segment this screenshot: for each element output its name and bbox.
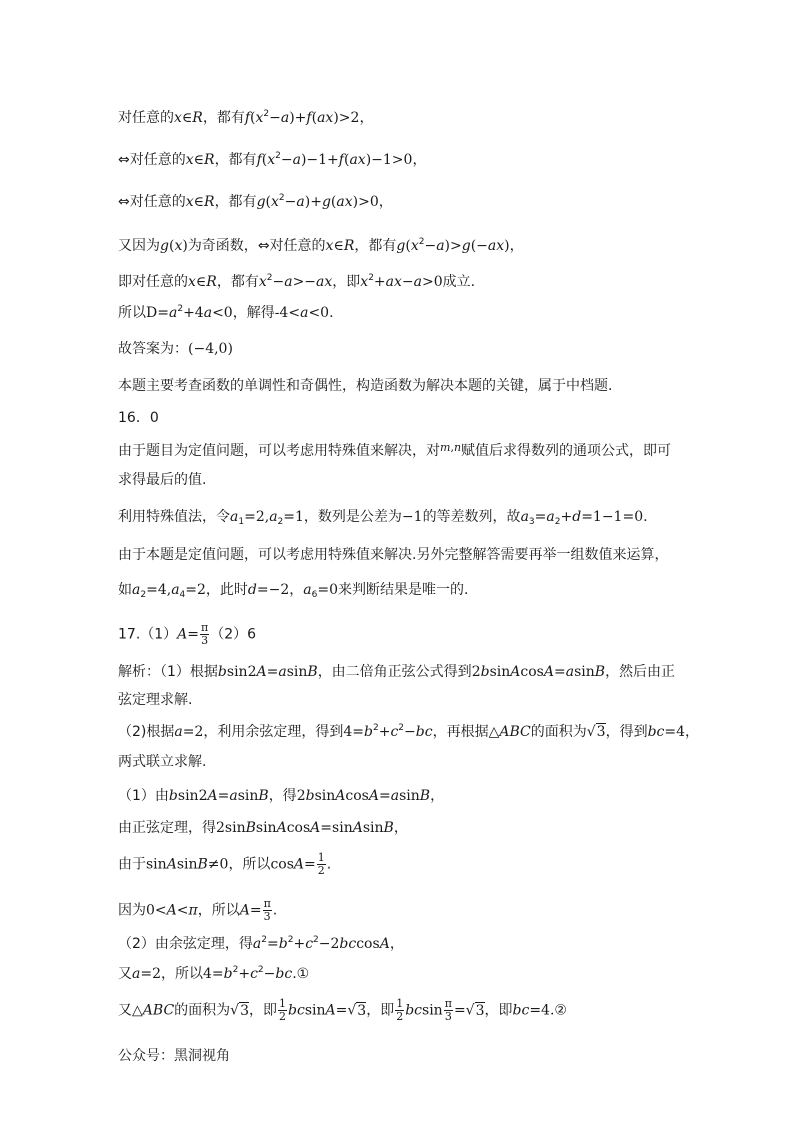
text: 又 xyxy=(118,1002,132,1019)
text: 利用特殊值法，令 xyxy=(118,509,230,525)
text: ，解得 xyxy=(232,305,275,321)
q17-line-1: 解析：（1）根据bsin2A=asinB，由二倍角正弦公式得到2bsinAcosA=asinB，然后由正 xyxy=(118,664,676,680)
text: 对任意的 xyxy=(118,110,174,126)
q17-line-8: 因为0<A<π，所以A= $\frac{\pi}{3}$ . xyxy=(118,897,278,923)
q17-line-10: 又a=2，所以$4=b^2+c^2-bc.①$ xyxy=(118,965,310,982)
q16-heading: 16．0 xyxy=(118,410,159,426)
text: ，都有 xyxy=(214,194,257,210)
equiv-symbol: ⇔ xyxy=(257,238,270,254)
fraction: $\frac{\pi}{3}$ xyxy=(201,621,209,647)
fraction: $\frac{\pi}{3}$ xyxy=(444,997,452,1023)
text: 对任意的 xyxy=(269,238,326,254)
text: 解析：（1）根据 xyxy=(118,664,218,680)
text: ，利用余弦定理，得到 xyxy=(203,724,344,740)
text: 又 xyxy=(118,966,132,982)
fraction: $\frac{\pi}{3}$ xyxy=(263,897,271,923)
text: ，所以 xyxy=(161,966,203,982)
text: ，都有 xyxy=(214,152,257,168)
text: （2)根据 xyxy=(118,724,175,740)
text: 赋值后求得数列的通项公式，即可 xyxy=(461,443,672,459)
equiv-symbol: ⇔ xyxy=(118,152,130,168)
answer-label: 故答案为： xyxy=(118,341,188,357)
text: （1）由 xyxy=(118,788,169,804)
q16-line-4: 由于本题是定值问题，可以考虑用特殊值来解决.另外完整解答需要再举一组数值来运算， xyxy=(118,547,669,563)
solution-line-2: ⇔对任意的x∈R，都有$f(x^2-a)-1+f(ax)-1>0$， xyxy=(118,151,427,168)
text: ，都有 xyxy=(216,274,259,290)
text: 如 xyxy=(118,582,132,598)
q16-line-2: 求得最后的值. xyxy=(118,472,207,488)
text: 17.（1） xyxy=(118,626,178,643)
text: 成立. xyxy=(442,274,476,290)
q17-line-4: 两式联立求解. xyxy=(118,754,207,770)
text: ，都有 xyxy=(354,238,397,254)
text: 由正弦定理，得 xyxy=(118,820,216,836)
fraction: $\frac{1}{2}$ xyxy=(396,997,404,1023)
solution-line-6: 所以$D=a^2+4a<0$，解得-4<a<0. xyxy=(118,304,334,321)
q17-line-6: 由正弦定理，得2sinBsinAcosA=sinAsinB， xyxy=(118,820,408,836)
text: ，由二倍角正弦公式得到 xyxy=(317,664,472,680)
solution-line-1: 对任意的x∈R，都有$f(x^2-a)+f(ax)>2$， xyxy=(118,109,374,126)
text: 的面积为 xyxy=(530,724,587,740)
fraction: $\frac{1}{2}$ xyxy=(317,851,325,877)
q17-heading: 17.（1）A= $\frac{\pi}{3}$ （2）6 xyxy=(118,621,257,647)
text: ，即 xyxy=(249,1002,277,1019)
text: （2）6 xyxy=(210,626,257,643)
q17-line-2: 弦定理求解. xyxy=(118,692,193,708)
text: 来判断结果是唯一的. xyxy=(338,582,469,598)
q16-line-1: 由于题目为定值问题，可以考虑用特殊值来解决，对$^{m,n}$赋值后求得数列的通项公式，即可 xyxy=(118,441,672,459)
text: ，然后由正 xyxy=(605,664,676,680)
q17-line-7: 由于sinAsinB≠0，所以cosA= $\frac{1}{2}$ . xyxy=(118,851,332,877)
text: ，都有 xyxy=(202,110,245,126)
answer-line: 故答案为：(−4,0) xyxy=(118,341,233,357)
text: 的面积为 xyxy=(174,1002,231,1019)
text: 对任意的 xyxy=(129,152,186,168)
text: ，所以 xyxy=(228,856,271,873)
text: 对任意的 xyxy=(129,194,186,210)
q16-line-5: 如$a_2=4,a_4=2$，此时d=−2，$a_6=0$来判断结果是唯一的. xyxy=(118,582,469,600)
text: ，得 xyxy=(268,788,297,804)
q16-line-3: 利用特殊值法，令$a_1=2,a_2=1$，数列是公差为−1的等差数列，故$a_3=a_2+d=1-1=0$. xyxy=(118,509,648,527)
q17-line-9: （2）由余弦定理，得$a^2=b^2+c^2-2bccosA$， xyxy=(118,935,404,952)
summary-line: 本题主要考查函数的单调性和奇偶性，构造函数为解决本题的关键，属于中档题. xyxy=(118,378,613,394)
text: （2）由余弦定理，得 xyxy=(118,936,253,952)
solution-line-5: 即对任意的x∈R，都有$x^2-a>-ax$，即$x^2+ax-a>0$成立. xyxy=(118,273,476,290)
solution-line-3: ⇔对任意的x∈R，都有$g(x^2-a)+g(ax)>0$， xyxy=(118,193,393,210)
text: 为奇函数， xyxy=(187,238,258,254)
solution-line-4: 又因为g(x)为奇函数，⇔对任意的x∈R，都有$g(x^2-a)>g(-ax)$， xyxy=(118,237,524,254)
text: ，即 xyxy=(332,274,361,290)
text: 由于 xyxy=(118,856,146,873)
text: ，此时 xyxy=(205,582,248,598)
text: ，数列是公差为 xyxy=(303,509,402,525)
text: ，得到 xyxy=(605,724,648,740)
text: 由于题目为定值问题，可以考虑用特殊值来解决，对 xyxy=(118,443,440,459)
q17-line-3: （2)根据a=2，利用余弦定理，得到$4=b^2+c^2-bc$，再根据△ABC的面积为√3，得到bc=4， xyxy=(118,723,700,740)
text: 的等差数列，故 xyxy=(422,509,521,525)
footer-wechat: 公众号：黑洞视角 xyxy=(118,1048,230,1064)
text: ，即 xyxy=(484,1002,513,1019)
q17-line-11: 又△ABC的面积为√3，即 $\frac{1}{2}$ bcsinA=√3，即 $\frac{1}{2}$ bcsin $\frac{\pi}{3}$ =√3，即bc=4.② xyxy=(118,997,567,1023)
q17-line-5: （1）由bsin2A=asinB，得2bsinAcosA=asinB， xyxy=(118,788,445,804)
text: 又因为 xyxy=(118,238,160,254)
text: ，所以 xyxy=(197,902,240,919)
text: 即对任意的 xyxy=(118,274,188,290)
text: ，再根据 xyxy=(432,724,489,740)
circled-two: ② xyxy=(554,1002,567,1019)
text: 所以 xyxy=(118,305,146,321)
text: ，即 xyxy=(366,1002,395,1019)
text: 因为 xyxy=(118,902,146,919)
circled-one: ① xyxy=(296,966,310,982)
equiv-symbol: ⇔ xyxy=(118,194,130,210)
fraction: $\frac{1}{2}$ xyxy=(279,997,286,1023)
